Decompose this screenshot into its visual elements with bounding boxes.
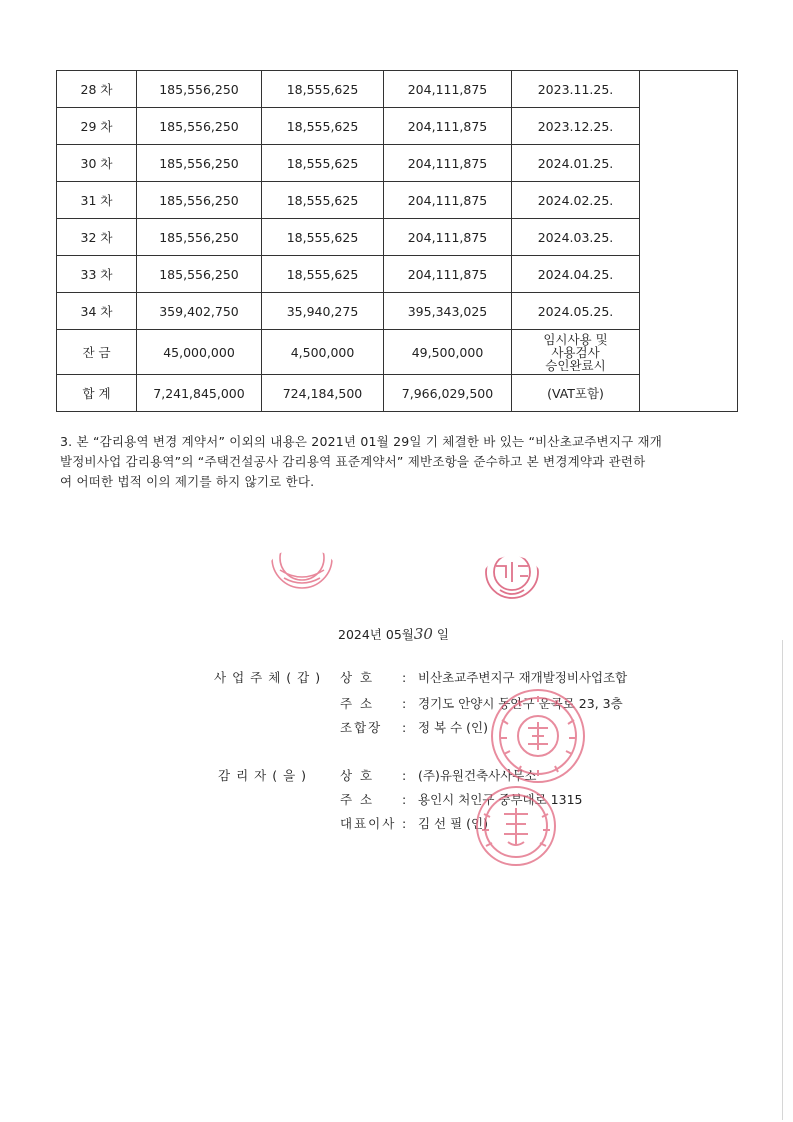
payment-date: 2024.05.25. <box>512 293 640 330</box>
payment-schedule-table <box>56 70 738 412</box>
vat-amount: 18,555,625 <box>262 145 384 182</box>
payment-date: 2024.02.25. <box>512 182 640 219</box>
balance-label: 잔 금 <box>57 330 137 375</box>
vat-amount: 18,555,625 <box>262 182 384 219</box>
field-key: 상 호 <box>340 670 375 685</box>
field-value: 김 선 필 (인) <box>418 816 488 831</box>
date-suffix: 일 <box>436 627 449 642</box>
installment-label: 32 차 <box>57 219 137 256</box>
balance-condition <box>512 330 640 375</box>
installment-label: 30 차 <box>57 145 137 182</box>
field-value: 정 복 수 (인) <box>418 720 488 735</box>
supply-amount: 359,402,750 <box>137 293 262 330</box>
partial-seal-left <box>268 548 336 592</box>
total-amount: 7,966,029,500 <box>384 375 512 412</box>
table-row <box>57 145 738 182</box>
partial-seal-right <box>482 556 542 604</box>
total-amount: 204,111,875 <box>384 256 512 293</box>
field-value: 용인시 처인구 중부대로 1315 <box>418 792 583 807</box>
vat-note: (VAT포함) <box>512 375 640 412</box>
date-handwritten-day: 30 <box>413 625 433 643</box>
balance-row <box>57 330 738 375</box>
table-row <box>57 219 738 256</box>
condition-line: 승인완료시 <box>545 357 606 373</box>
party-b-label: 감리자(을) <box>218 768 313 783</box>
payment-date: 2023.11.25. <box>512 71 640 108</box>
colon: : <box>402 696 407 711</box>
field-value: 경기도 안양시 동안구 운곡로 23, 3층 <box>418 696 623 711</box>
party-b-rep-row <box>340 814 488 832</box>
colon: : <box>402 720 407 735</box>
vat-amount: 724,184,500 <box>262 375 384 412</box>
payment-date: 2024.04.25. <box>512 256 640 293</box>
party-a-label: 사업주체(갑) <box>214 670 327 685</box>
supply-amount: 185,556,250 <box>137 219 262 256</box>
total-amount: 49,500,000 <box>384 330 512 375</box>
supply-amount: 185,556,250 <box>137 145 262 182</box>
field-key: 상 호 <box>340 768 375 783</box>
table-row <box>57 108 738 145</box>
supply-amount: 185,556,250 <box>137 71 262 108</box>
vat-amount: 18,555,625 <box>262 108 384 145</box>
vat-amount: 18,555,625 <box>262 256 384 293</box>
colon: : <box>402 670 407 685</box>
total-amount: 395,343,025 <box>384 293 512 330</box>
table-row <box>57 256 738 293</box>
vat-amount: 18,555,625 <box>262 71 384 108</box>
field-key: 조합장 <box>340 720 383 735</box>
scan-edge-line <box>782 640 783 1120</box>
supply-amount: 7,241,845,000 <box>137 375 262 412</box>
condition-line: 사용검사 <box>551 344 600 360</box>
table-row <box>57 182 738 219</box>
clause-line: 여 어떠한 법적 이의 제기를 하지 않기로 한다. <box>60 474 315 489</box>
company-seal <box>474 784 558 868</box>
field-key: 주 소 <box>340 792 375 807</box>
colon: : <box>402 768 407 783</box>
remarks-cell <box>640 71 738 412</box>
party-a-name-row <box>340 668 627 686</box>
colon: : <box>402 816 407 831</box>
vat-amount: 4,500,000 <box>262 330 384 375</box>
field-value: (주)유원건축사사무소 <box>418 768 537 783</box>
table-row <box>57 293 738 330</box>
installment-label: 33 차 <box>57 256 137 293</box>
total-amount: 204,111,875 <box>384 145 512 182</box>
condition-line: 임시사용 및 <box>543 331 608 347</box>
date-prefix: 2024년 05월 <box>338 627 414 642</box>
party-a-rep-row <box>340 718 488 736</box>
payment-date: 2023.12.25. <box>512 108 640 145</box>
total-amount: 204,111,875 <box>384 71 512 108</box>
supply-amount: 185,556,250 <box>137 182 262 219</box>
supply-amount: 45,000,000 <box>137 330 262 375</box>
clause-line: 3. 본 “감리용역 변경 계약서” 이외의 내용은 2021년 01월 29일 기 체결한 바 있는 “비산초교주변지구 재개 <box>60 434 663 449</box>
field-value: 비산초교주변지구 재개발정비사업조합 <box>418 670 628 685</box>
field-key: 주 소 <box>340 696 375 711</box>
total-amount: 204,111,875 <box>384 182 512 219</box>
vat-amount: 18,555,625 <box>262 219 384 256</box>
sum-row <box>57 375 738 412</box>
field-key: 대표이사 <box>340 816 397 831</box>
installment-label: 31 차 <box>57 182 137 219</box>
installment-label: 28 차 <box>57 71 137 108</box>
payment-date: 2024.03.25. <box>512 219 640 256</box>
vat-amount: 35,940,275 <box>262 293 384 330</box>
supply-amount: 185,556,250 <box>137 256 262 293</box>
total-amount: 204,111,875 <box>384 219 512 256</box>
colon: : <box>402 792 407 807</box>
total-amount: 204,111,875 <box>384 108 512 145</box>
installment-label: 29 차 <box>57 108 137 145</box>
contract-date <box>338 625 449 643</box>
sum-label: 합 계 <box>57 375 137 412</box>
installment-label: 34 차 <box>57 293 137 330</box>
payment-date: 2024.01.25. <box>512 145 640 182</box>
supply-amount: 185,556,250 <box>137 108 262 145</box>
clause-3 <box>60 432 740 492</box>
association-seal <box>488 686 588 786</box>
clause-line: 발정비사업 감리용역”의 “주택건설공사 감리용역 표준계약서” 제반조항을 준수하고 본 변경계약과 관련하 <box>60 454 646 469</box>
table-row <box>57 71 738 108</box>
